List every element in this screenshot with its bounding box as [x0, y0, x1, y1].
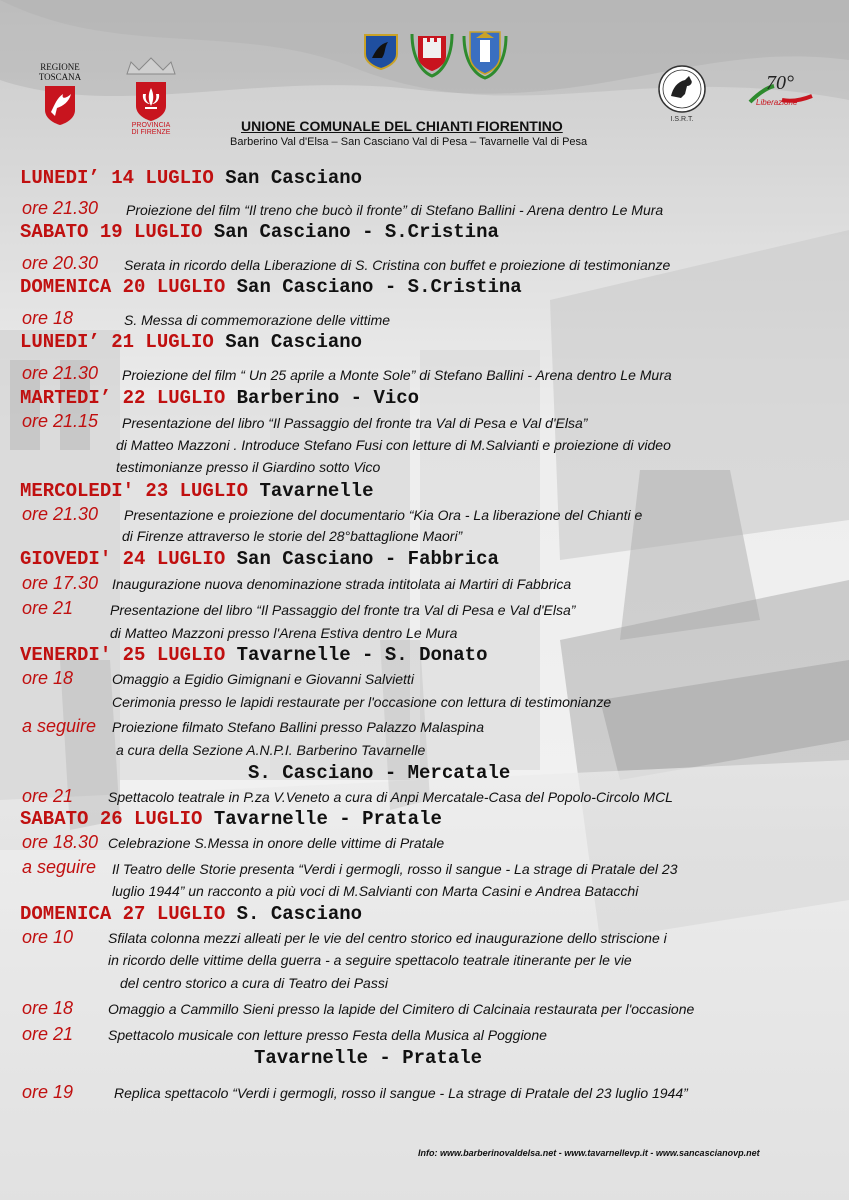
org-title: UNIONE COMUNALE DEL CHIANTI FIORENTINO: [241, 118, 563, 134]
horse-medallion-icon: [657, 64, 707, 114]
event-9-heading: [20, 809, 442, 829]
municipal-crest-2-icon: [410, 28, 454, 78]
event-3-heading: [20, 277, 522, 297]
event-time: ore 21.30: [22, 198, 99, 218]
event-description: Cerimonia presso le lapidi restaurate per l'occasione con lettura di testimonianze: [112, 694, 612, 710]
event-description: Replica spettacolo “Verdi i germogli, rosso il sangue - La strage di Pratale del 23 luglio 1944”: [114, 1085, 688, 1101]
event-day: DOMENICA 20 LUGLIO: [20, 276, 226, 298]
isrt-logo: [655, 64, 709, 128]
event-day: LUNEDI’ 21 LUGLIO: [20, 331, 214, 353]
event-1-heading: [20, 168, 362, 188]
event-time: ore 18.30: [22, 832, 99, 852]
event-time: a seguire: [22, 716, 97, 736]
event-4-heading: [20, 332, 362, 352]
event-time: ore 21: [22, 598, 74, 618]
event-description: Presentazione del libro “Il Passaggio del fronte tra Val di Pesa e Val d'Elsa”: [122, 415, 588, 431]
event-day: MARTEDI’ 22 LUGLIO: [20, 387, 226, 409]
event-day: VENERDI' 25 LUGLIO: [20, 644, 226, 666]
event-description: a cura della Sezione A.N.P.I. Barberino Tavarnelle: [116, 742, 426, 758]
event-time: ore 10: [22, 927, 74, 947]
regione-logo-line2: TOSCANA: [38, 72, 82, 82]
event-time: a seguire: [22, 857, 97, 877]
event-place: Barberino - Vico: [236, 387, 420, 409]
crown-icon: [123, 56, 179, 78]
event-place: Tavarnelle: [259, 480, 374, 502]
event-day: GIOVEDI' 24 LUGLIO: [20, 548, 226, 570]
event-description: in ricordo delle vittime della guerra - a seguire spettacolo teatrale itinerante per le vie: [108, 952, 632, 968]
event-place: San Casciano - S.Cristina: [213, 221, 499, 243]
anniversary-number: 70°: [766, 72, 794, 94]
provincia-logo-line2: DI FIRENZE: [131, 129, 171, 136]
event-time: ore 21: [22, 1024, 74, 1044]
event-6-heading: [20, 481, 373, 501]
anniversary-caption: Liberazione: [756, 98, 798, 107]
event-place: San Casciano: [225, 167, 363, 189]
event-day: LUNEDI’ 14 LUGLIO: [20, 167, 214, 189]
event-description: Proiezione filmato Stefano Ballini presso Palazzo Malaspina: [112, 719, 484, 735]
pegasus-shield-icon: [43, 84, 77, 126]
event-description: Omaggio a Egidio Gimignani e Giovanni Salvietti: [112, 671, 414, 687]
event-10-heading: [20, 904, 362, 924]
anniversary-70-logo: [748, 72, 818, 116]
provincia-logo-line1: PROVINCIA: [131, 122, 171, 129]
event-place: San Casciano: [225, 331, 363, 353]
event-place: Tavarnelle - S. Donato: [236, 644, 488, 666]
event-description: di Matteo Mazzoni presso l'Arena Estiva dentro Le Mura: [110, 625, 458, 641]
event-time: ore 18: [22, 308, 74, 328]
event-day: SABATO 26 LUGLIO: [20, 808, 203, 830]
event-2-heading: [20, 222, 499, 242]
event-description: testimonianze presso il Giardino sotto Vico: [116, 459, 381, 475]
event-5-heading: [20, 388, 419, 408]
event-description: Presentazione del libro “Il Passaggio del fronte tra Val di Pesa e Val d'Elsa”: [110, 602, 576, 618]
event-time: ore 21.30: [22, 504, 99, 524]
provincia-firenze-logo: [118, 56, 184, 152]
event-8-heading: [20, 645, 487, 665]
event-time: ore 17.30: [22, 573, 99, 593]
event-day: DOMENICA 27 LUGLIO: [20, 903, 226, 925]
event-description: di Firenze attraverso le storie del 28°battaglione Maori”: [122, 528, 463, 544]
event-description: di Matteo Mazzoni . Introduce Stefano Fusi con letture di M.Salvianti e proiezione di video: [116, 437, 671, 453]
event-day: MERCOLEDI' 23 LUGLIO: [20, 480, 249, 502]
event-time: ore 18: [22, 668, 74, 688]
event-description: S. Messa di commemorazione delle vittime: [124, 312, 391, 328]
footer-info: Info: www.barberinovaldelsa.net - www.tavarnellevp.it - www.sancascianovp.net: [418, 1148, 760, 1158]
event-place: San Casciano - Fabbrica: [236, 548, 499, 570]
regione-logo-line1: REGIONE: [40, 62, 80, 72]
event-description: Omaggio a Cammillo Sieni presso la lapide del Cimitero di Calcinaia restaurata per l'occasione: [108, 1001, 695, 1017]
event-time: ore 18: [22, 998, 74, 1018]
event-description: Proiezione del film “Il treno che bucò il fronte” di Stefano Ballini - Arena dentro Le Mura: [126, 202, 664, 218]
event-place: San Casciano - S.Cristina: [236, 276, 522, 298]
event-day: SABATO 19 LUGLIO: [20, 221, 203, 243]
event-description: Spettacolo musicale con letture presso Festa della Musica al Poggione: [108, 1027, 547, 1043]
event-time: ore 21.30: [22, 363, 99, 383]
event-time: ore 21: [22, 786, 74, 806]
event-description: del centro storico a cura di Teatro dei Passi: [120, 975, 388, 991]
event-place: Tavarnelle - Pratale: [213, 808, 442, 830]
event-time: ore 21.15: [22, 411, 99, 431]
event-7-heading: [20, 549, 499, 569]
event-description: Inaugurazione nuova denominazione strada intitolata ai Martiri di Fabbrica: [112, 576, 572, 592]
event-description: Spettacolo teatrale in P.za V.Veneto a cura di Anpi Mercatale-Casa del Popolo-Circolo MCL: [108, 789, 673, 805]
event-place: S. Casciano: [236, 903, 363, 925]
regione-toscana-logo: [30, 62, 90, 132]
lily-shield-icon: [134, 80, 168, 122]
event-description: Presentazione e proiezione del documentario “Kia Ora - La liberazione del Chianti e: [124, 507, 643, 523]
event-time: ore 19: [22, 1082, 74, 1102]
event-description: Il Teatro delle Storie presenta “Verdi i germogli, rosso il sangue - La strage di Pratale del 23: [112, 861, 678, 877]
event-description: Celebrazione S.Messa in onore delle vittime di Pratale: [108, 835, 445, 851]
event-description: Proiezione del film “ Un 25 aprile a Monte Sole” di Stefano Ballini - Arena dentro Le Mura: [122, 367, 672, 383]
event-description: Serata in ricordo della Liberazione di S. Cristina con buffet e proiezione di testimonianze: [124, 257, 671, 273]
event-description: luglio 1944” un racconto a più voci di M.Salvianti con Marta Casini e Andrea Batacchi: [112, 883, 639, 899]
municipal-crest-3-icon: [462, 28, 508, 80]
event-subplace: S. Casciano - Mercatale: [248, 762, 511, 784]
event-time: ore 20.30: [22, 253, 99, 273]
event-description: Sfilata colonna mezzi alleati per le vie del centro storico ed inaugurazione dello striscione i: [108, 930, 667, 946]
event-subplace: Tavarnelle - Pratale: [254, 1047, 483, 1069]
isrt-label: I.S.R.T.: [670, 116, 694, 123]
municipal-crest-1-icon: [362, 32, 400, 70]
municipalities-subtitle: Barberino Val d'Elsa – San Casciano Val di Pesa – Tavarnelle Val di Pesa: [230, 136, 588, 148]
